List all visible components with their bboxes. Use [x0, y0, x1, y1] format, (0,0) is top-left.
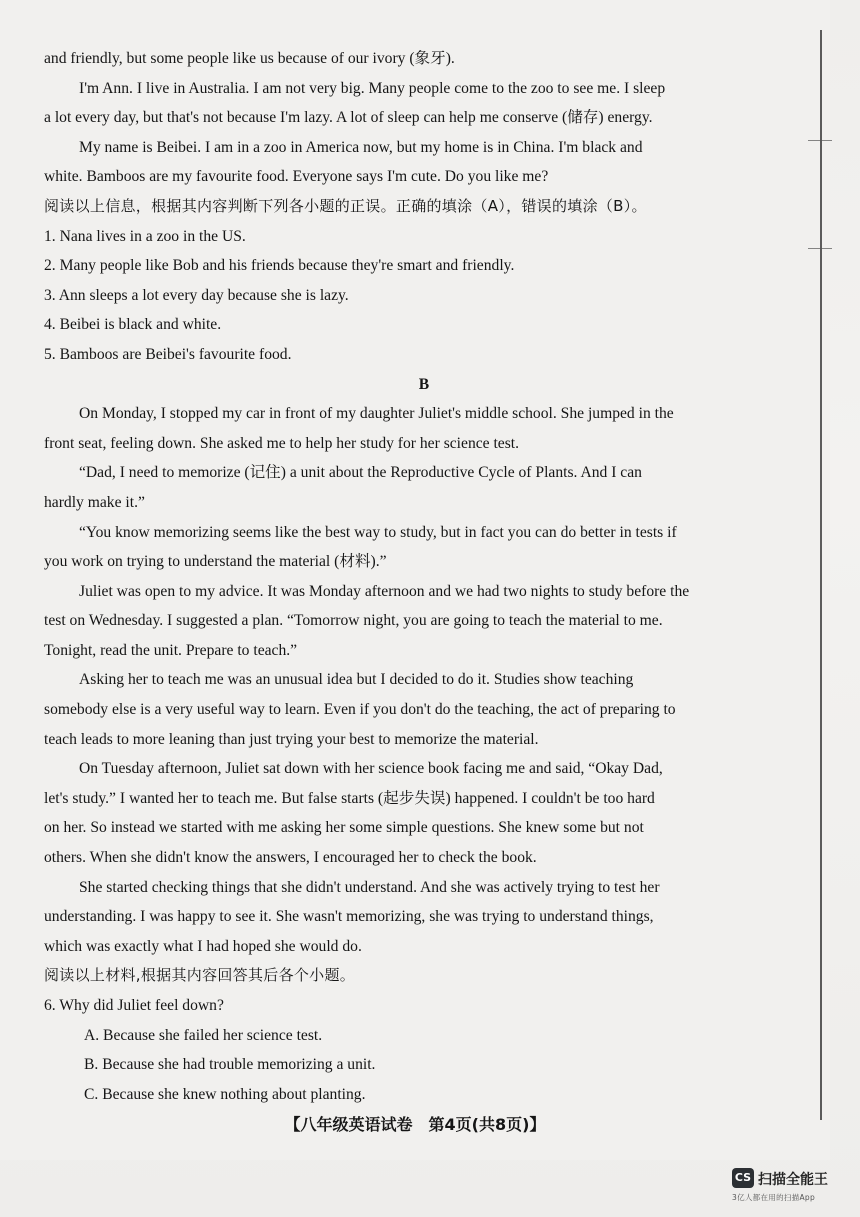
text-line: let's study.” I wanted her to teach me. But false starts (起步失误) happened. I couldn't be too hard: [44, 789, 655, 807]
camscanner-logo-icon: CS: [732, 1168, 754, 1188]
text-line: She started checking things that she didn't understand. And she was actively trying to test her: [79, 878, 660, 896]
text-line: others. When she didn't know the answers, I encouraged her to check the book.: [44, 849, 537, 867]
text-line: Asking her to teach me was an unusual idea but I decided to do it. Studies show teaching: [79, 671, 634, 689]
camscanner-name: 扫描全能王: [758, 1172, 828, 1188]
text-line: 3. Ann sleeps a lot every day because she is lazy.: [44, 286, 349, 304]
text-line: “Dad, I need to memorize (记住) a unit about the Reproductive Cycle of Plants. And I can: [79, 464, 642, 482]
text-line: white. Bamboos are my favourite food. Everyone says I'm cute. Do you like me?: [44, 168, 549, 186]
text-line: On Tuesday afternoon, Juliet sat down with her science book facing me and said, “Okay Dad,: [79, 760, 663, 778]
text-line: I'm Ann. I live in Australia. I am not very big. Many people come to the zoo to see me. I sleep: [79, 79, 666, 97]
answer-option: B. Because she had trouble memorizing a unit.: [84, 1056, 376, 1074]
text-line: test on Wednesday. I suggested a plan. “Tomorrow night, you are going to teach the material to me.: [44, 612, 663, 630]
camscanner-tagline: 3亿人都在用的扫描App: [732, 1193, 816, 1202]
text-line: front seat, feeling down. She asked me to help her study for her science test.: [44, 434, 520, 452]
text-line: teach leads to more leaning than just trying your best to memorize the material.: [44, 730, 539, 748]
answer-option: C. Because she knew nothing about planting.: [84, 1085, 366, 1103]
margin-line: [820, 30, 822, 1120]
text-line: 2. Many people like Bob and his friends because they're smart and friendly.: [44, 257, 515, 275]
instruction-line: 阅读以上材料,根据其内容回答其后各个小题。: [44, 966, 356, 985]
text-line: hardly make it.”: [44, 493, 145, 511]
text-line: you work on trying to understand the material (材料).”: [44, 553, 387, 571]
text-line: 1. Nana lives in a zoo in the US.: [44, 227, 246, 245]
text-line: On Monday, I stopped my car in front of my daughter Juliet's middle school. She jumped in the: [79, 405, 674, 423]
text-line: a lot every day, but that's not because I'm lazy. A lot of sleep can help me conserve (储存) energy.: [44, 109, 653, 127]
text-line: understanding. I was happy to see it. She wasn't memorizing, she was trying to understand things,: [44, 908, 654, 926]
text-line: and friendly, but some people like us because of our ivory (象牙).: [44, 50, 455, 67]
text-line: on her. So instead we started with me asking her some simple questions. She knew some but not: [44, 819, 644, 837]
text-line: “You know memorizing seems like the best way to study, but in fact you can do better in tests if: [79, 523, 677, 541]
answer-option: A. Because she failed her science test.: [84, 1026, 323, 1044]
margin-tick: [808, 140, 832, 141]
page-footer: 【八年级英语试卷 第4页(共8页)】: [284, 1115, 546, 1134]
instruction-line: 阅读以上信息，根据其内容判断下列各小题的正误。正确的填涂（A），错误的填涂（B）。: [44, 196, 647, 215]
section-heading: B: [418, 375, 430, 393]
text-line: 5. Bamboos are Beibei's favourite food.: [44, 345, 292, 363]
text-line: 6. Why did Juliet feel down?: [44, 997, 224, 1014]
text-line: 4. Beibei is black and white.: [44, 316, 222, 334]
text-line: My name is Beibei. I am in a zoo in America now, but my home is in China. I'm black and: [79, 138, 643, 156]
exam-text: [44, 44, 804, 1109]
text-line: somebody else is a very useful way to learn. Even if you don't do the teaching, the act of preparing to: [44, 701, 676, 719]
margin-tick: [808, 248, 832, 249]
text-line: Juliet was open to my advice. It was Monday afternoon and we had two nights to study before the: [79, 582, 690, 600]
text-line: Tonight, read the unit. Prepare to teach.”: [44, 641, 298, 659]
scanner-watermark: [732, 1168, 842, 1208]
text-line: which was exactly what I had hoped she would do.: [44, 937, 362, 955]
